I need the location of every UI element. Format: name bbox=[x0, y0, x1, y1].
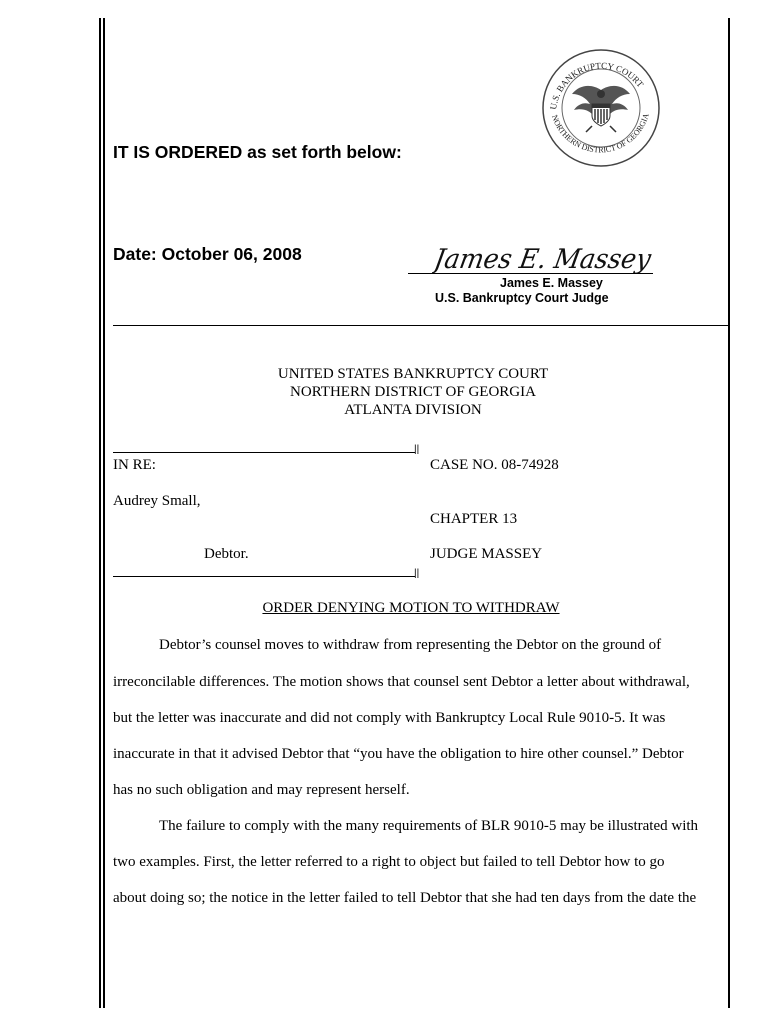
signature-graphic bbox=[432, 240, 664, 280]
body-line-8: about doing so; the notice in the letter failed to tell Debtor that she had ten days from the date the bbox=[113, 890, 697, 906]
caption-in-re: IN RE: bbox=[113, 457, 156, 473]
body-line-2: irreconcilable differences. The motion shows that counsel sent Debtor a letter about withdrawal, bbox=[113, 674, 690, 690]
left-margin-bar-outer bbox=[99, 18, 101, 1008]
signature-line bbox=[408, 273, 653, 274]
body-line-6: The failure to comply with the many requirements of BLR 9010-5 may be illustrated with bbox=[159, 818, 699, 834]
order-title bbox=[113, 600, 709, 617]
signature-text: James E. Massey bbox=[432, 244, 664, 275]
body-line-4: inaccurate in that it advised Debtor that “you have the obligation to hire other counsel.” Debtor bbox=[113, 746, 684, 762]
caption-party-role: Debtor. bbox=[204, 546, 249, 562]
judge-name: James E. Massey bbox=[500, 276, 603, 290]
body-line-5: has no such obligation and may represent herself. bbox=[113, 782, 410, 798]
court-name-line-3: ATLANTA DIVISION bbox=[344, 402, 482, 418]
left-margin-bar-inner bbox=[103, 18, 105, 1008]
court-name-line-1: UNITED STATES BANKRUPTCY COURT bbox=[277, 366, 549, 382]
caption-bottom-mark: || bbox=[414, 568, 420, 579]
court-seal bbox=[534, 40, 668, 176]
court-seal-graphic bbox=[534, 40, 668, 176]
header-divider bbox=[113, 325, 730, 326]
caption-top-mark: || bbox=[414, 444, 420, 455]
body-line-1: Debtor’s counsel moves to withdraw from representing the Debtor on the ground of bbox=[159, 637, 662, 653]
caption-bottom-rule bbox=[113, 576, 415, 577]
court-name-line-2: NORTHERN DISTRICT OF GEORGIA bbox=[290, 384, 536, 400]
order-title-text: ORDER DENYING MOTION TO WITHDRAW bbox=[262, 600, 560, 616]
caption-case-number: CASE NO. 08-74928 bbox=[430, 457, 559, 473]
caption-top-rule bbox=[113, 452, 415, 453]
body-line-3: but the letter was inaccurate and did not comply with Bankruptcy Local Rule 9010-5. It was bbox=[113, 710, 666, 726]
order-heading: IT IS ORDERED as set forth below: bbox=[113, 142, 402, 162]
seal-ring-top-text: U.S. BANKRUPTCY COURT bbox=[547, 60, 646, 111]
body-line-7: two examples. First, the letter referred to a right to object but failed to tell Debtor how to go bbox=[113, 854, 665, 870]
order-date: Date: October 06, 2008 bbox=[113, 244, 302, 264]
judge-title: U.S. Bankruptcy Court Judge bbox=[435, 291, 609, 305]
caption-party-name: Audrey Small, bbox=[113, 493, 201, 509]
caption-chapter: CHAPTER 13 bbox=[430, 511, 518, 527]
right-margin-bar bbox=[728, 18, 730, 1008]
seal-ring-bottom-text: NORTHERN DISTRICT OF GEORGIA bbox=[550, 112, 651, 155]
judge-signature bbox=[432, 240, 664, 280]
caption-judge: JUDGE MASSEY bbox=[430, 546, 543, 562]
